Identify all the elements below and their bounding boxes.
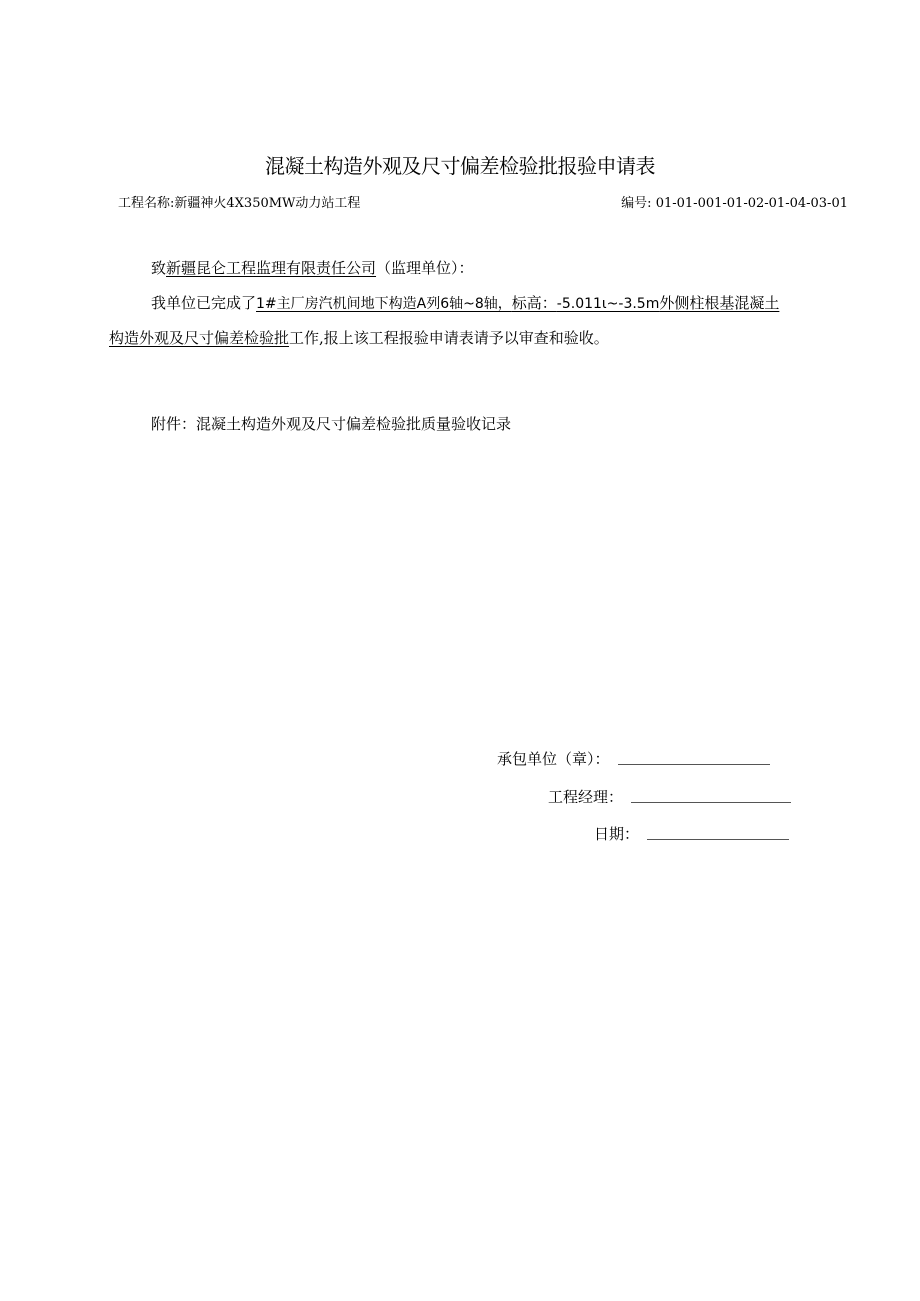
- contractor-signature-line[interactable]: [618, 763, 770, 765]
- project-name-label: 工程名称:: [118, 196, 175, 211]
- elevation-label: 标高：: [511, 294, 557, 312]
- addressee-prefix: 致: [151, 259, 167, 277]
- document-code-value: 01-01-001-01-02-01-04-03-01: [655, 196, 848, 211]
- manager-signature-line[interactable]: [631, 801, 791, 803]
- attachment-text: 混凝土构造外观及尺寸偏差检验批质量验收记录: [196, 415, 512, 433]
- manager-label: 工程经理：: [548, 788, 624, 806]
- addressee-line: [151, 257, 474, 278]
- body-text-line-2: [109, 327, 609, 348]
- elevation-value: -5.011ι~-3.5m: [556, 296, 660, 312]
- body-prefix: 我单位已完成了: [151, 294, 257, 312]
- document-code-row: [621, 192, 848, 211]
- page-title: 混凝土构造外观及尺寸偏差检验批报验申请表: [265, 154, 655, 178]
- work-part-line-1: 外侧柱根基混凝土: [659, 294, 780, 312]
- project-name-value: 新疆神火4X350MW动力站工程: [174, 196, 361, 211]
- body-suffix: 工作,报上该工程报验申请表请予以审查和验收。: [289, 329, 609, 347]
- date-line[interactable]: [647, 838, 789, 840]
- date-label: 日期：: [594, 825, 640, 843]
- manager-signature-row: [548, 786, 791, 807]
- attachment-label: 附件：: [151, 415, 197, 433]
- project-name-row: [118, 192, 360, 211]
- document-code-label: 编号:: [621, 196, 652, 211]
- attachment-line: [151, 413, 511, 434]
- supervision-unit-name: 新疆昆仑工程监理有限责任公司: [166, 259, 377, 277]
- body-text-line-1: [151, 292, 779, 313]
- contractor-signature-row: [497, 748, 770, 769]
- date-row: [594, 823, 789, 844]
- contractor-label: 承包单位（章）：: [497, 750, 610, 768]
- addressee-suffix: （监理单位）：: [376, 259, 474, 277]
- work-location-text: 1#主厂房汽机间地下构造A列6轴~8轴，: [256, 296, 512, 312]
- work-location: [256, 294, 779, 312]
- work-part-line-2: 构造外观及尺寸偏差检验批: [109, 329, 290, 347]
